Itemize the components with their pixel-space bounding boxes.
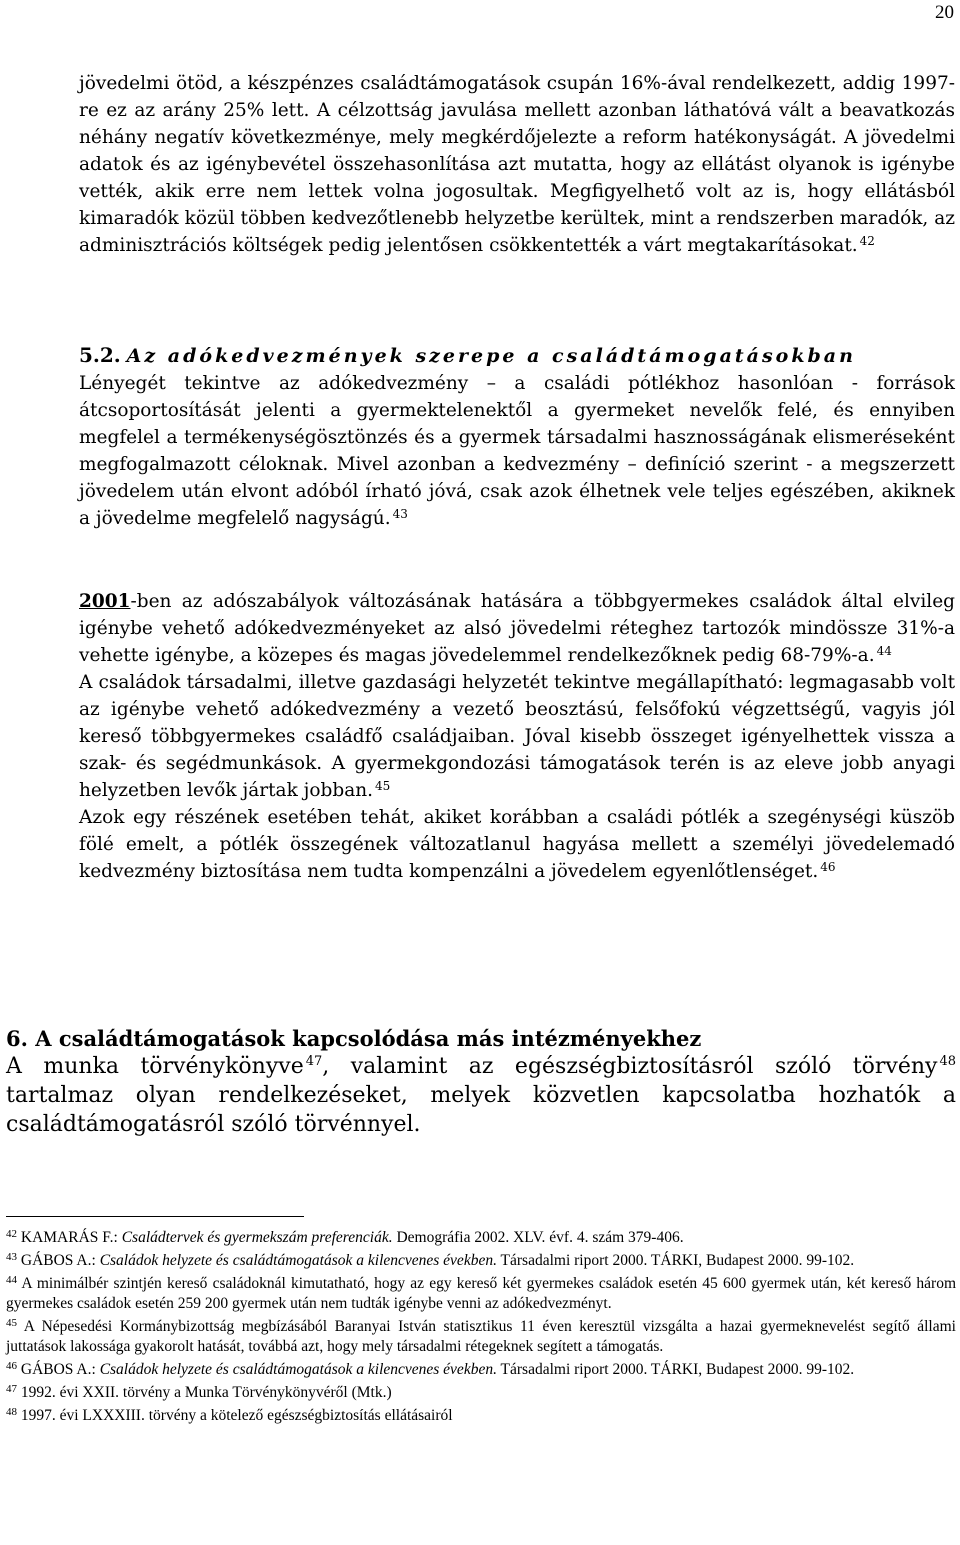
footnote-number: 42 [6, 1228, 17, 1240]
footnote-number: 46 [6, 1360, 17, 1372]
footnotes [6, 1228, 956, 1429]
footnote-text: A minimálbér szintjén kereső családoknál kimutatható, hogy az egy kereső két gyermekes családok esetén 45 600 gyermek után, két kereső három gyermekes családok esetén 259 200 gyermek után nem tudták igénybe venni az adókedvezményt. [6, 1275, 956, 1312]
footnote-ref-48[interactable]: 48 [939, 1054, 957, 1069]
footnote-ref-47[interactable]: 47 [305, 1054, 323, 1069]
section-title: Az adókedvezmények szerepe a családtámogatásokban [126, 345, 856, 367]
footnote-text: GÁBOS A.: [17, 1252, 100, 1269]
footnote-44 [6, 1274, 956, 1314]
footnote-number: 48 [6, 1406, 17, 1418]
year-2001: 2001 [79, 591, 131, 612]
footnote-ref-45[interactable]: 45 [375, 779, 391, 793]
footnote-number: 43 [6, 1251, 17, 1263]
paragraph-2001-tax [79, 588, 955, 885]
paragraph-text: Azok egy részének esetében tehát, akiket korábban a családi pótlék a szegénységi küszöb fölé emelt, a pótlék összegének változatlanul hagyása mellett a személyi jövedelemadó kedvezmény biztosítása nem tudta kompenzálni a jövedelem egyenlőtlenséget. [79, 807, 955, 882]
footnote-46 [6, 1360, 956, 1380]
section-number: 5.2. [79, 343, 121, 367]
section-heading [79, 342, 955, 370]
paragraph-text: Lényegét tekintve az adókedvezmény – a családi pótlékhoz hasonlóan - források átcsoportosítását jelenti a gyermektelenektől a gyermeket nevelők felé, és ennyiben megfelel a termékenységösztönzés és a gyermek társadalmi hasznosságának elismeréseként megfogalmazott céloknak. Mivel azonban a kedvezmény – definíció szerint - a megszerzett jövedelem után elvont adóból írható jóvá, csak azok élhetnek vele teljes egészében, akiknek a jövedelme megfelelő nagyságú. [79, 373, 955, 529]
footnote-number: 44 [6, 1274, 17, 1286]
paragraph-text: jövedelmi ötöd, a készpénzes családtámogatások csupán 16%-ával rendelkezett, addig 1997-re ez az arány 25% lett. A célzottság javulása mellett azonban láthatóvá vált a beavatkozás néhány negatív következménye, mely megkérdőjelezte a reform hatékonyságát. A jövedelmi adatok és az igénybevétel összehasonlítása azt mutatta, hogy az ellátást olyanok is igénybe vették, akik erre nem lettek volna jogosultak. Megfigyelhető volt az is, hogy ellátásból kimaradók közül többen kedvezőtlenebb helyzetbe kerültek, mint a rendszerben maradók, az adminisztrációs költségek pedig jelentősen csökkentették a várt megtakarításokat. [79, 73, 955, 256]
chapter-paragraph [6, 1052, 956, 1139]
footnote-number: 45 [6, 1317, 17, 1329]
footnote-text: Társadalmi riport 2000. TÁRKI, Budapest 2000. 99-102. [496, 1361, 855, 1378]
footnote-text: 1997. évi LXXXIII. törvény a kötelező egészségbiztosítás ellátásairól [17, 1407, 453, 1424]
footnote-text: A Népesedési Kormánybizottság megbízásából Baranyai István statisztikus 11 éven keresztül vizsgálta a hazai gyermeknevelést segítő állami juttatások lakossága gyakorolt hatását, továbbá azt, hogy mely társadalmi rétegeknek segített a támogatás. [6, 1318, 956, 1355]
footnote-47 [6, 1383, 956, 1403]
footnote-ref-42[interactable]: 42 [859, 234, 875, 248]
footnote-text: GÁBOS A.: [17, 1361, 100, 1378]
footnote-48 [6, 1406, 956, 1426]
footnote-43 [6, 1251, 956, 1271]
footnote-42 [6, 1228, 956, 1248]
paragraph-text: -ben az adószabályok változásának hatására a többgyermekes családok által elvileg igénybe vehető adókedvezményeket az alsó jövedelmi réteghez tartozók mindössze 31%-a vehette igénybe, a közepes és magas jövedelemmel rendelkezőknek pedig 68-79%-a. [79, 591, 955, 666]
chapter-heading: 6. A családtámogatások kapcsolódása más intézményekhez [6, 1026, 702, 1051]
footnote-ref-44[interactable]: 44 [876, 644, 892, 658]
chapter-text-part: tartalmaz olyan rendelkezéseket, melyek közvetlen kapcsolatba hozhatók a családtámogatásról szóló törvénnyel. [6, 1083, 956, 1137]
footnote-text: Társadalmi riport 2000. TÁRKI, Budapest 2000. 99-102. [496, 1252, 855, 1269]
footnote-title: Családok helyzete és családtámogatások a kilencvenes években. [99, 1252, 497, 1269]
footnote-number: 47 [6, 1383, 17, 1395]
footnote-ref-43[interactable]: 43 [392, 507, 408, 521]
footnote-separator [6, 1216, 304, 1217]
footnote-title: Családok helyzete és családtámogatások a kilencvenes években. [99, 1361, 497, 1378]
footnote-text: Demográfia 2002. XLV. évf. 4. szám 379-406. [392, 1229, 684, 1246]
footnote-ref-46[interactable]: 46 [820, 860, 836, 874]
chapter-text-part: , valamint az egészségbiztosításról szóló törvény [322, 1054, 938, 1079]
footnote-title: Családtervek és gyermekszám preferenciák. [121, 1229, 393, 1246]
chapter-6 [6, 1026, 956, 1139]
footnote-text: KAMARÁS F.: [17, 1229, 122, 1246]
section-5-2 [79, 342, 955, 532]
paragraph-text: A családok társadalmi, illetve gazdasági helyzetét tekintve megállapítható: legmagasabb volt az igénybe vehető adókedvezmény a vezető beosztású, felsőfokú végzettségű, vagyis jól kereső többgyermekes családfő családjaiban. Jóval kisebb összeget igényelhettek vissza a szak- és segédmunkások. A gyermekgondozási támogatások terén is az eleve jobb anyagi helyzetben levők jártak jobban. [79, 672, 955, 801]
footnote-text: 1992. évi XXII. törvény a Munka Törvénykönyvéről (Mtk.) [17, 1384, 392, 1401]
chapter-text-part: A munka törvénykönyve [6, 1054, 304, 1079]
page-number: 20 [935, 2, 954, 23]
footnote-45 [6, 1317, 956, 1357]
paragraph-welfare-targeting [79, 70, 955, 259]
